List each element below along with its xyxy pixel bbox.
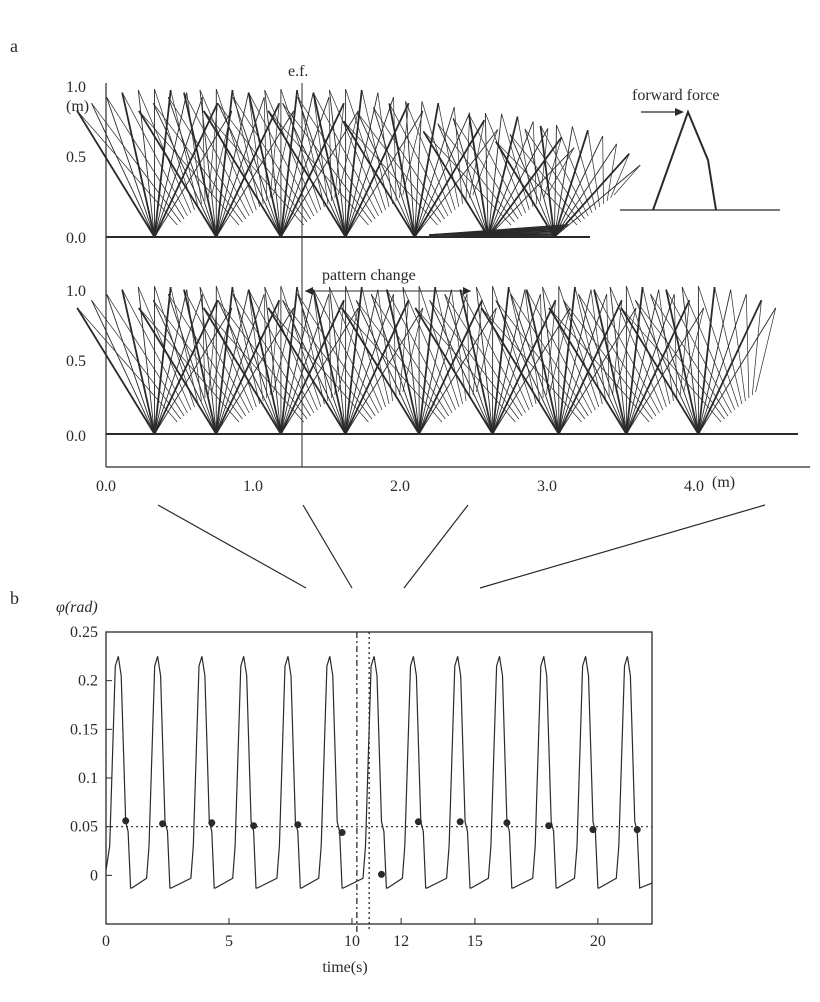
phi-marker	[208, 819, 215, 826]
xtick-0: 0.0	[96, 478, 116, 495]
leg-stroke	[488, 117, 517, 237]
xtick-label: 5	[224, 933, 233, 950]
ytick-label: 0	[90, 867, 98, 885]
xtick-label: 20	[589, 933, 606, 950]
leg-stroke	[554, 136, 602, 237]
leg-stroke	[554, 144, 616, 237]
phi-marker	[122, 817, 129, 824]
swing-leg-stroke	[603, 136, 604, 204]
phi-marker	[415, 818, 422, 825]
connector-2	[303, 505, 352, 588]
swing-leg-stroke	[756, 308, 776, 392]
leg-stroke	[496, 142, 555, 238]
xtick-1: 1.0	[243, 478, 263, 495]
phi-marker	[590, 826, 597, 833]
panel-a	[66, 63, 810, 495]
phi-marker	[545, 822, 552, 829]
panel-label-b: b	[10, 588, 19, 608]
leg-stroke	[453, 118, 488, 237]
leg-stroke	[216, 103, 279, 237]
phi-marker	[294, 821, 301, 828]
swing-leg-stroke	[496, 142, 577, 226]
leg-stroke	[698, 300, 761, 434]
connector-1	[158, 505, 306, 588]
top-ytick-2: 0.5	[66, 149, 86, 166]
phi-marker	[250, 822, 257, 829]
ytick-label: 0.2	[78, 672, 98, 690]
pattern-change-arrowhead-right	[463, 287, 471, 295]
phi-marker	[634, 826, 641, 833]
ytick-label: 0.1	[78, 770, 98, 787]
inset-leg-shape	[653, 112, 716, 210]
leg-stroke	[554, 125, 556, 237]
swing-leg-stroke	[746, 294, 749, 398]
swing-leg-stroke	[659, 290, 674, 401]
panel-b-ylabel: φ(rad)	[56, 599, 98, 616]
swing-leg-stroke	[403, 111, 423, 195]
connector-4	[480, 505, 765, 588]
leg-stroke	[155, 300, 218, 434]
bottom-ytick-2: 0.5	[66, 353, 86, 370]
bottom-ytick-3: 0.0	[66, 428, 86, 445]
ytick-label: 0.15	[70, 721, 98, 739]
ef-label: e.f.	[288, 63, 309, 80]
top-stick-figures	[77, 89, 640, 237]
forward-force-inset	[620, 87, 780, 210]
leg-stroke	[107, 97, 155, 237]
panel-label-a: a	[10, 36, 18, 56]
xtick-label: 15	[466, 933, 483, 950]
bottom-ytick-1: 1.0	[66, 283, 86, 300]
panel-b-xlabel: time(s)	[322, 959, 368, 976]
xtick-label: 12	[393, 933, 410, 950]
swing-leg-stroke	[731, 290, 746, 401]
phi-marker	[339, 829, 346, 836]
pattern-change-arrowhead-left	[305, 287, 313, 295]
connector-3	[404, 505, 468, 588]
panel-b	[56, 599, 652, 976]
top-ytick-1: 1.0	[66, 79, 86, 96]
leg-stroke	[216, 300, 279, 434]
top-ytick-3: 0.0	[66, 230, 86, 247]
swing-leg-stroke	[525, 290, 540, 401]
phi-series-line	[106, 656, 652, 888]
xtick-label: 0	[102, 933, 110, 950]
phi-marker	[159, 820, 166, 827]
pattern-change-label: pattern change	[322, 267, 416, 284]
xtick-3: 3.0	[537, 478, 557, 495]
bottom-stick-figures	[77, 286, 776, 434]
xtick-2: 2.0	[390, 478, 410, 495]
ytick-label: 0.25	[70, 624, 98, 641]
phi-marker	[503, 819, 510, 826]
leg-stroke	[511, 294, 559, 434]
ytick-label: 0.05	[70, 818, 98, 836]
phi-marker	[378, 871, 385, 878]
top-ylabel: (m)	[66, 98, 90, 115]
panel-b-xticks	[102, 918, 606, 950]
forward-force-arrowhead	[675, 108, 684, 116]
leg-stroke	[578, 294, 626, 434]
xtick-label: 10	[343, 933, 360, 950]
leg-stroke	[107, 294, 155, 434]
xtick-4: 4.0	[684, 478, 704, 495]
leg-stroke	[155, 103, 218, 237]
leg-stroke	[525, 129, 554, 237]
swing-leg-stroke	[611, 154, 630, 198]
connector-lines	[158, 505, 765, 588]
leg-stroke	[488, 122, 533, 238]
phi-marker	[457, 818, 464, 825]
swing-leg-stroke	[752, 300, 761, 395]
bottom-xlabel: (m)	[712, 474, 736, 491]
swing-leg-stroke	[588, 130, 600, 207]
forward-force-label: forward force	[632, 87, 720, 104]
